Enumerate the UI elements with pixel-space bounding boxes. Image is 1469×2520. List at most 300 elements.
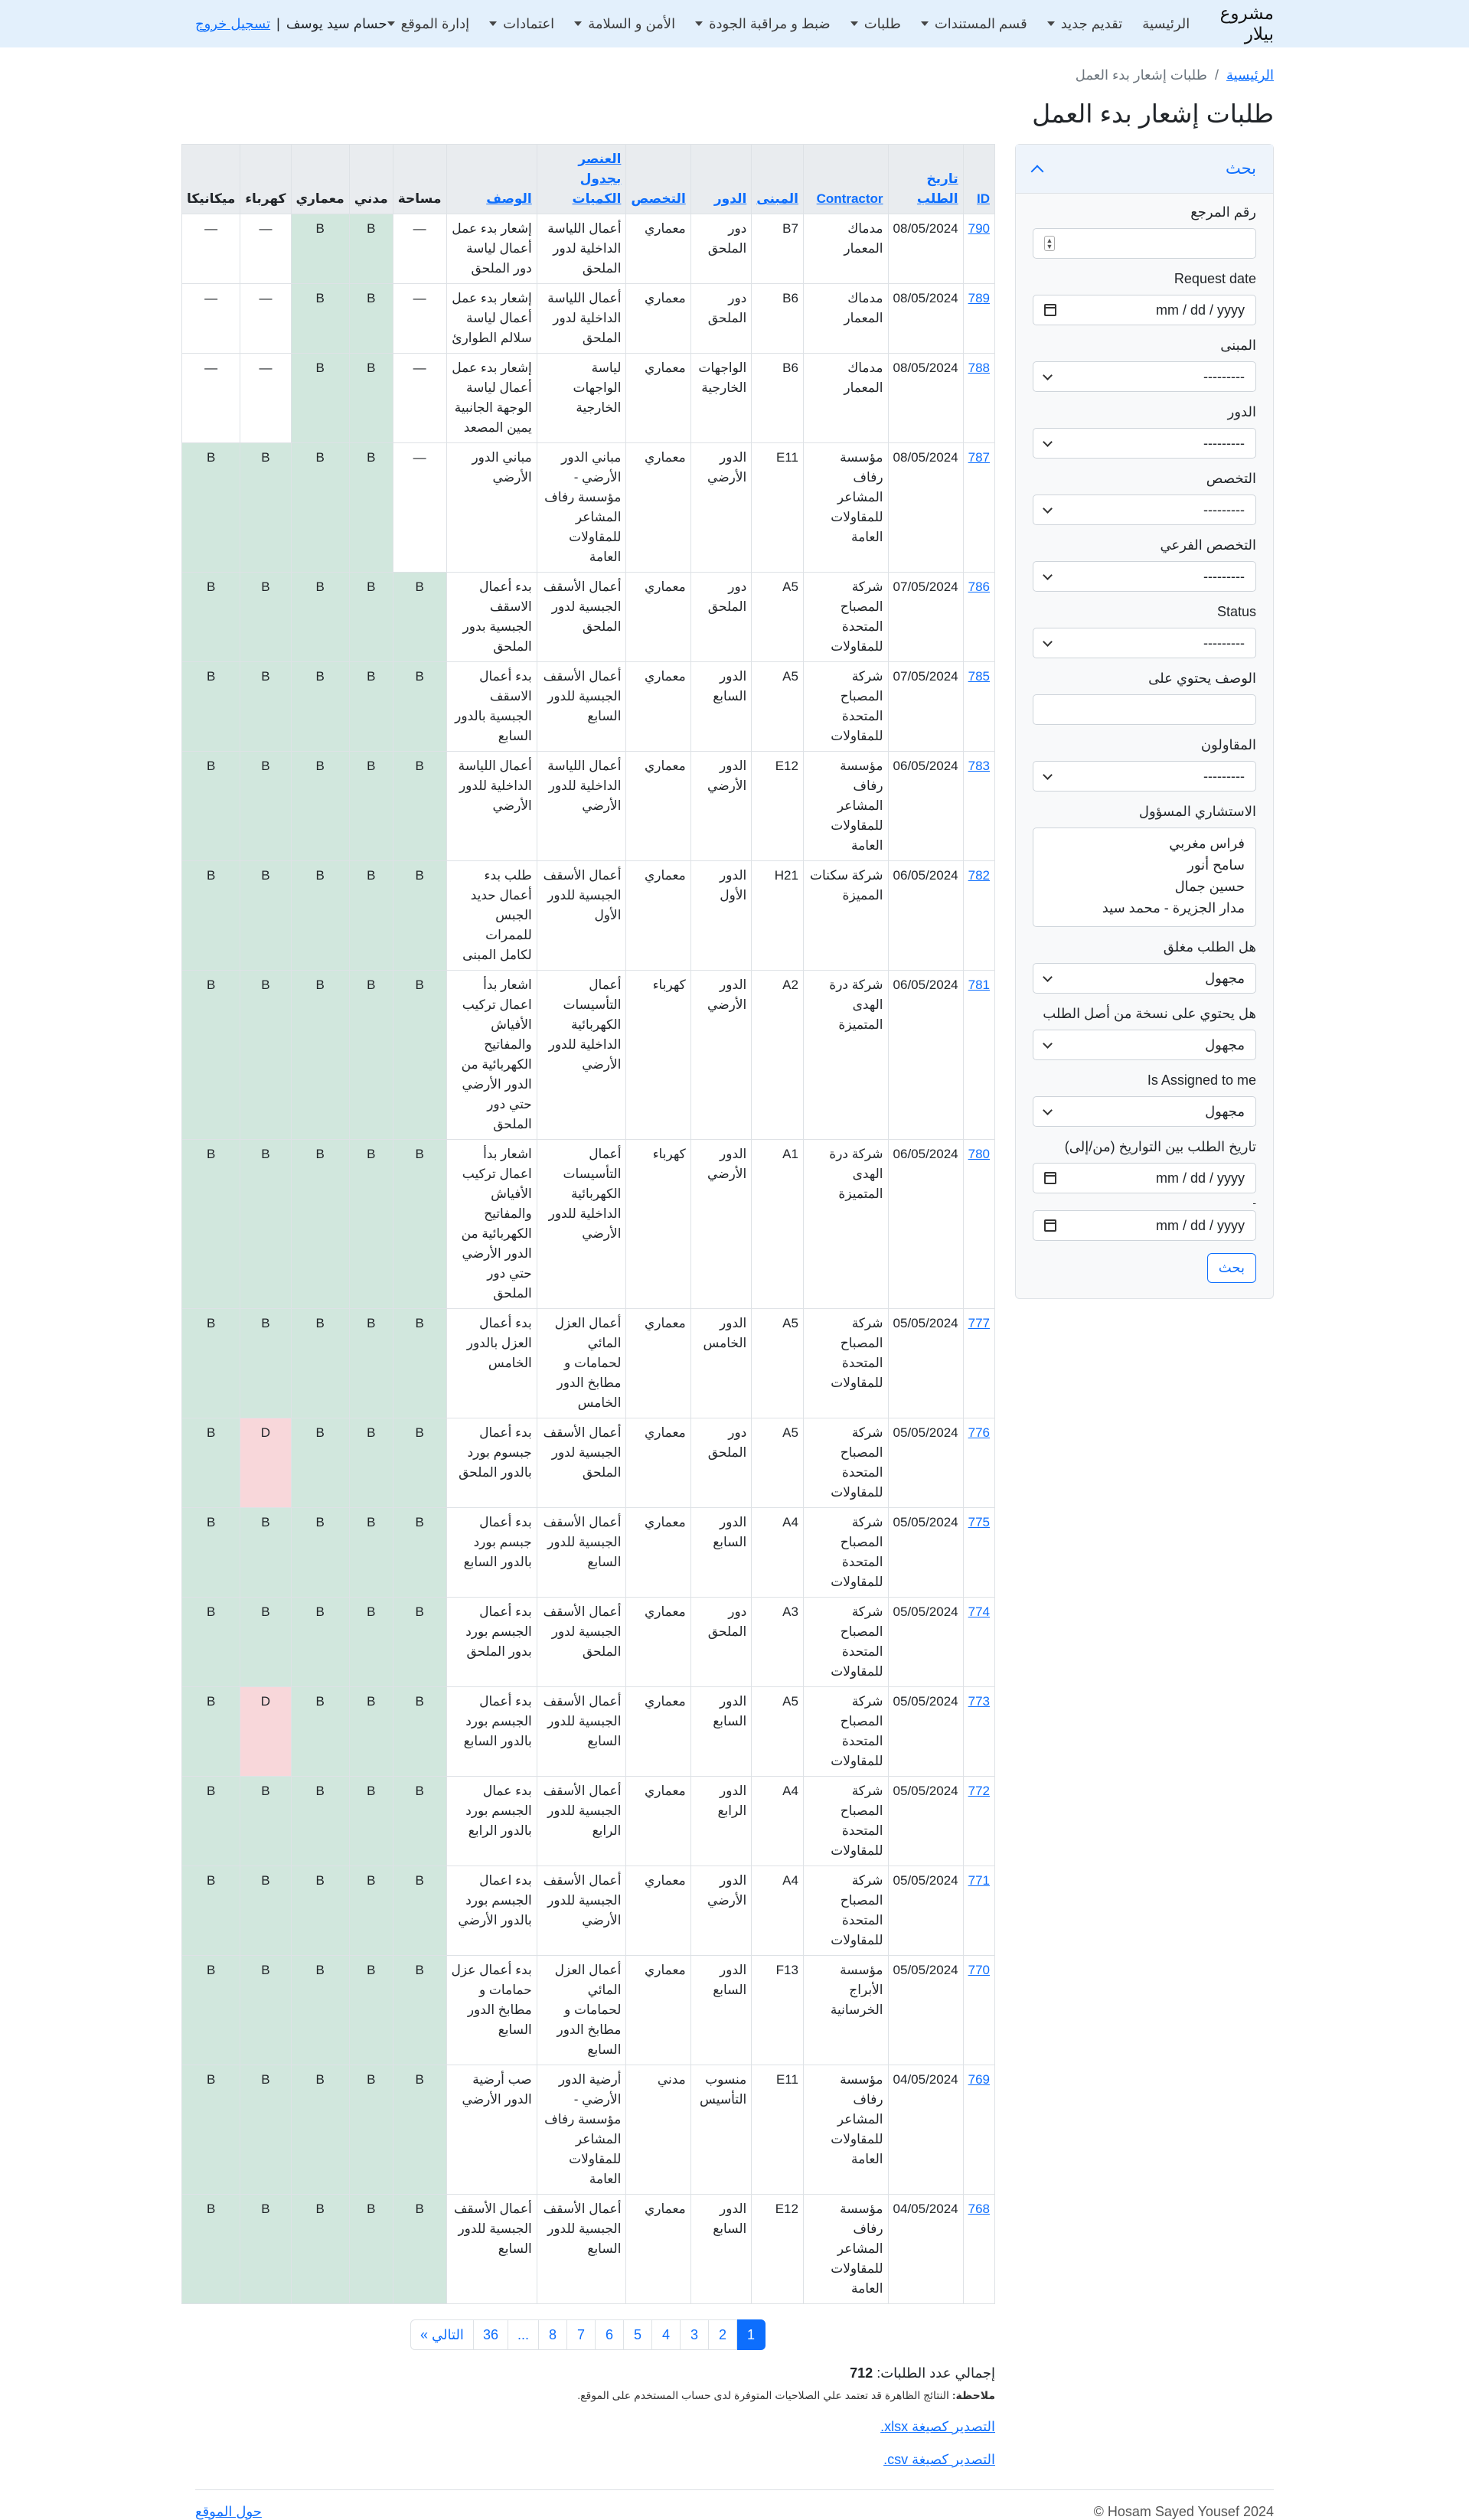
nav-item[interactable]: تقديم جديد — [1047, 16, 1123, 32]
cell-desc: طلب بدء أعمال حديد الجبس للممرات لكامل المبنى — [446, 861, 537, 971]
cell-date: 05/05/2024 — [888, 1508, 963, 1598]
status-survey: B — [393, 573, 446, 662]
specialty-select[interactable]: --------- — [1033, 495, 1256, 525]
request-id-link[interactable]: 774 — [968, 1604, 990, 1619]
cell-desc: بدء أعمال الاسقف الجبسية بدور الملحق — [446, 573, 537, 662]
sort-boq-link[interactable]: العنصر بجدول الكميات — [572, 152, 622, 206]
breadcrumb-home[interactable]: الرئيسية — [1226, 67, 1274, 83]
desc-contains-input[interactable] — [1033, 694, 1256, 725]
consultant-option[interactable]: مدار الجزيرة - محمد سيد — [1102, 900, 1245, 916]
table-row[interactable] — [182, 971, 995, 1140]
cell-building: A5 — [752, 1418, 804, 1508]
status-civil: B — [349, 861, 393, 971]
cell-building: E11 — [752, 2065, 804, 2195]
cell-desc: بدء أعمال الجبسم بورد بدور الملحق — [446, 1598, 537, 1687]
cell-boq: أعمال الأسقف الجبسية لدور الملحق — [537, 1418, 626, 1508]
consultant-option[interactable]: سامح أنور — [1187, 857, 1245, 873]
cell-specialty: معماري — [626, 443, 690, 573]
page-link[interactable]: 6 — [595, 2319, 624, 2350]
cell-contractor: مؤسسة رفاف المشاعر للمقاولات العامة — [803, 2195, 888, 2304]
status-elec: B — [240, 1956, 291, 2065]
cell-contractor: شركة المصباح المتحدة للمقاولات — [803, 1418, 888, 1508]
search-button[interactable]: بحث — [1207, 1253, 1256, 1283]
cell-floor: الدور الرابع — [690, 1777, 752, 1866]
table-row[interactable] — [182, 752, 995, 861]
status-civil: B — [349, 1687, 393, 1777]
calendar-icon[interactable] — [1044, 1219, 1056, 1232]
request-id-link[interactable]: 787 — [968, 450, 990, 465]
date-from-input[interactable]: mm / dd / yyyy — [1033, 1163, 1256, 1193]
cell-specialty: مدني — [626, 2065, 690, 2195]
nav-item[interactable]: قسم المستندات — [921, 16, 1027, 32]
status-mech: B — [182, 971, 240, 1140]
cell-boq: أعمال العزل المائي لحمامات و مطابخ الدور السابع — [537, 1956, 626, 2065]
cell-contractor: شركة المصباح المتحدة للمقاولات — [803, 573, 888, 662]
floor-select[interactable]: --------- — [1033, 428, 1256, 459]
cell-specialty: معماري — [626, 1866, 690, 1956]
cell-date: 05/05/2024 — [888, 1687, 963, 1777]
page-link[interactable]: 7 — [566, 2319, 596, 2350]
chevron-down-icon — [1043, 504, 1053, 514]
cell-desc: بدء عمال الجبسم بورد بالدور الرابع — [446, 1777, 537, 1866]
page-link[interactable]: 5 — [623, 2319, 652, 2350]
status-survey: B — [393, 1866, 446, 1956]
request-id-link[interactable]: 773 — [968, 1694, 990, 1709]
cell-desc: إشعار بدء عمل أعمال لياسة دور الملحق — [446, 214, 537, 284]
cell-boq: أعمال الأسقف الجبسية لدور الملحق — [537, 1598, 626, 1687]
cell-building: A5 — [752, 1687, 804, 1777]
cell-floor: منسوب التأسيس — [690, 2065, 752, 2195]
chevron-down-icon — [1043, 770, 1053, 780]
status-elec: B — [240, 1777, 291, 1866]
col-survey: مساحة — [393, 145, 446, 214]
cell-building: B6 — [752, 284, 804, 354]
table-row[interactable] — [182, 861, 995, 971]
export-csv-link[interactable]: التصدير كصيغة csv. — [883, 2452, 995, 2467]
cell-contractor: شركة المصباح المتحدة للمقاولات — [803, 1777, 888, 1866]
export-xlsx-link[interactable]: التصدير كصيغة xlsx. — [880, 2419, 995, 2434]
status-elec: B — [240, 662, 291, 752]
cell-desc: إشعار بدء عمل أعمال لياسة الوجهة الجانبية يمين المصعد — [446, 354, 537, 443]
page-link[interactable]: 4 — [651, 2319, 681, 2350]
status-arch: B — [291, 284, 349, 354]
collapse-chevron-icon[interactable] — [1031, 165, 1044, 178]
status-survey: B — [393, 1777, 446, 1866]
table-row[interactable] — [182, 1508, 995, 1598]
cell-contractor: شركة المصباح المتحدة للمقاولات — [803, 1508, 888, 1598]
cell-contractor: مؤسسة رفاف المشاعر للمقاولات العامة — [803, 443, 888, 573]
request-id-link[interactable]: 770 — [968, 1963, 990, 1977]
page-link[interactable]: 8 — [538, 2319, 567, 2350]
request-date-input[interactable]: mm / dd / yyyy — [1033, 295, 1256, 325]
status-survey: — — [393, 214, 446, 284]
request-id-link[interactable]: 772 — [968, 1784, 990, 1798]
request-id-link[interactable]: 771 — [968, 1873, 990, 1888]
cell-boq: أعمال اللياسة الداخلية لدور الملحق — [537, 214, 626, 284]
cell-specialty: معماري — [626, 861, 690, 971]
status-arch: B — [291, 1140, 349, 1309]
page-link[interactable]: ... — [508, 2319, 539, 2350]
cell-specialty: معماري — [626, 662, 690, 752]
cell-specialty: معماري — [626, 2195, 690, 2304]
table-row[interactable] — [182, 1418, 995, 1508]
cell-building: E11 — [752, 443, 804, 573]
status-mech: B — [182, 1140, 240, 1309]
caret-down-icon — [850, 21, 858, 26]
cell-date: 05/05/2024 — [888, 1956, 963, 2065]
status-mech: B — [182, 1418, 240, 1508]
exports — [181, 2419, 995, 2468]
cell-date: 07/05/2024 — [888, 662, 963, 752]
cell-building: A4 — [752, 1866, 804, 1956]
status-mech: — — [182, 354, 240, 443]
status-survey: B — [393, 662, 446, 752]
status-elec: B — [240, 1508, 291, 1598]
status-elec: B — [240, 2065, 291, 2195]
status-arch: B — [291, 1309, 349, 1418]
status-survey: B — [393, 1687, 446, 1777]
status-civil: B — [349, 284, 393, 354]
status-survey: B — [393, 2195, 446, 2304]
building-label: المبنى — [1220, 338, 1256, 353]
page-link[interactable]: 36 — [473, 2319, 508, 2350]
cell-date: 06/05/2024 — [888, 1140, 963, 1309]
request-id-link[interactable]: 781 — [968, 978, 990, 992]
cell-id — [963, 861, 994, 971]
status-civil: B — [349, 662, 393, 752]
consultant-option[interactable]: فراس مغربي — [1169, 836, 1245, 851]
request-id-link[interactable]: 769 — [968, 2072, 990, 2087]
search-panel-title: بحث — [1225, 160, 1256, 178]
cell-floor: الدور الأرضي — [690, 752, 752, 861]
nav-item[interactable]: اعتمادات — [489, 16, 554, 32]
cell-desc: أعمال الأسقف الجبسية للدور السابع — [446, 2195, 537, 2304]
note-text: النتائج الظاهرة قد تعتمد علي الصلاحيات المتوفرة لدى حساب المستخدم على الموقع. — [577, 2389, 949, 2401]
request-id-link[interactable]: 790 — [968, 221, 990, 236]
request-id-link[interactable]: 786 — [968, 579, 990, 594]
status-survey: B — [393, 1418, 446, 1508]
status-mech: B — [182, 1687, 240, 1777]
table-row[interactable] — [182, 214, 995, 284]
brand-logo[interactable]: مشروع بيلار — [1219, 3, 1274, 44]
cell-contractor: شركة المصباح المتحدة للمقاولات — [803, 1309, 888, 1418]
search-panel-header[interactable] — [1016, 145, 1273, 194]
cell-date: 06/05/2024 — [888, 971, 963, 1140]
cell-id — [963, 1956, 994, 2065]
request-id-link[interactable]: 780 — [968, 1147, 990, 1161]
sort-date-link[interactable]: تاريخ الطلب — [916, 171, 958, 206]
date-to-input[interactable]: mm / dd / yyyy — [1033, 1210, 1256, 1241]
status-arch: B — [291, 214, 349, 284]
cell-contractor: شركة درة الهدى المتميزة — [803, 1140, 888, 1309]
status-survey: B — [393, 1956, 446, 2065]
table-row[interactable] — [182, 573, 995, 662]
cell-date: 08/05/2024 — [888, 284, 963, 354]
request-date-label: Request date — [1174, 271, 1256, 286]
status-mech: B — [182, 662, 240, 752]
caret-down-icon — [489, 21, 497, 26]
status-civil: B — [349, 1598, 393, 1687]
request-id-link[interactable]: 768 — [968, 2202, 990, 2216]
nav-item[interactable]: إدارة الموقع — [387, 16, 470, 32]
cell-boq: أعمال اللياسة الداخلية لدور الملحق — [537, 284, 626, 354]
cell-specialty: معماري — [626, 284, 690, 354]
sort-specialty-link[interactable]: التخصص — [631, 191, 686, 206]
table-row[interactable] — [182, 1309, 995, 1418]
sort-contractor-link[interactable]: Contractor — [816, 191, 883, 206]
cell-id — [963, 752, 994, 861]
status-elec: B — [240, 573, 291, 662]
status-civil: B — [349, 1508, 393, 1598]
request-id-link[interactable]: 789 — [968, 291, 990, 305]
cell-building: E12 — [752, 752, 804, 861]
sort-id-link[interactable]: ID — [977, 191, 990, 206]
table-body — [182, 214, 995, 2304]
number-spinner-icon[interactable]: ▲ ▼ — [1044, 236, 1055, 251]
table-row[interactable] — [182, 2195, 995, 2304]
status-civil: B — [349, 1309, 393, 1418]
status-mech: B — [182, 1956, 240, 2065]
page-link[interactable]: 1 — [736, 2319, 766, 2350]
cell-id — [963, 284, 994, 354]
closed-select[interactable]: مجهول — [1033, 963, 1256, 994]
status-survey: B — [393, 752, 446, 861]
chevron-down-icon — [1043, 1039, 1053, 1049]
nav-item[interactable]: الرئيسية — [1142, 15, 1190, 31]
cell-desc: مباني الدور الأرضي — [446, 443, 537, 573]
request-id-link[interactable]: 777 — [968, 1316, 990, 1330]
cell-specialty: معماري — [626, 1687, 690, 1777]
table-row[interactable] — [182, 1777, 995, 1866]
cell-building: A3 — [752, 1598, 804, 1687]
calendar-icon[interactable] — [1044, 304, 1056, 316]
status-civil: B — [349, 752, 393, 861]
status-elec: B — [240, 2195, 291, 2304]
building-select[interactable]: --------- — [1033, 361, 1256, 392]
status-arch: B — [291, 573, 349, 662]
has-copy-label: هل يحتوي على نسخة من أصل الطلب — [1043, 1006, 1256, 1021]
table-row[interactable] — [182, 2065, 995, 2195]
cell-specialty: معماري — [626, 354, 690, 443]
footer-copyright: Hosam Sayed Yousef 2024 © — [1093, 2504, 1274, 2519]
table-row[interactable] — [182, 354, 995, 443]
cell-date: 06/05/2024 — [888, 861, 963, 971]
cell-date: 08/05/2024 — [888, 214, 963, 284]
ref-no-input[interactable] — [1033, 228, 1256, 259]
cell-date: 04/05/2024 — [888, 2195, 963, 2304]
request-id-link[interactable]: 775 — [968, 1515, 990, 1529]
cell-contractor: مدماك المعمار — [803, 214, 888, 284]
cell-boq: لياسة الواجهات الخارجية — [537, 354, 626, 443]
cell-date: 05/05/2024 — [888, 1598, 963, 1687]
cell-id — [963, 971, 994, 1140]
status-elec: B — [240, 752, 291, 861]
cell-floor: دور الملحق — [690, 284, 752, 354]
request-id-link[interactable]: 788 — [968, 361, 990, 375]
cell-desc: بدء أعمال جبسم بورد بالدور السابع — [446, 1508, 537, 1598]
logout-link[interactable]: تسجيل خروج — [195, 15, 271, 31]
cell-boq: أعمال الأسقف الجبسية لدور الملحق — [537, 573, 626, 662]
page-link[interactable]: 2 — [708, 2319, 737, 2350]
chevron-down-icon — [1043, 370, 1053, 380]
chevron-down-icon — [1043, 972, 1053, 982]
status-mech: B — [182, 573, 240, 662]
cell-specialty: معماري — [626, 573, 690, 662]
consultant-option[interactable]: حسين جمال — [1174, 879, 1245, 894]
cell-boq: أعمال التأسيسات الكهربائية الداخلية للدور الأرضي — [537, 1140, 626, 1309]
status-survey: B — [393, 1598, 446, 1687]
table-row[interactable] — [182, 1866, 995, 1956]
status-arch: B — [291, 354, 349, 443]
table-row[interactable] — [182, 1598, 995, 1687]
table-row[interactable] — [182, 1140, 995, 1309]
table-header-row — [182, 145, 995, 214]
status-survey: — — [393, 443, 446, 573]
table-row[interactable] — [182, 662, 995, 752]
breadcrumb — [195, 67, 1274, 83]
status-arch: B — [291, 1777, 349, 1866]
status-select[interactable]: --------- — [1033, 628, 1256, 658]
status-arch: B — [291, 1866, 349, 1956]
caret-down-icon — [921, 21, 929, 26]
status-survey: — — [393, 354, 446, 443]
cell-contractor: مؤسسة رفاف المشاعر للمقاولات العامة — [803, 2065, 888, 2195]
totals — [181, 2365, 995, 2381]
cell-specialty: معماري — [626, 752, 690, 861]
cell-desc: صب أرضية الدور الأرضي — [446, 2065, 537, 2195]
status-arch: B — [291, 971, 349, 1140]
cell-floor: الدور الأرضي — [690, 443, 752, 573]
status-civil: B — [349, 2065, 393, 2195]
cell-boq: أعمال الأسقف الجبسية للدور الأرضي — [537, 1866, 626, 1956]
status-survey: B — [393, 2065, 446, 2195]
table-row[interactable] — [182, 443, 995, 573]
caret-down-icon — [574, 21, 582, 26]
cell-building: E12 — [752, 2195, 804, 2304]
assigned-select[interactable]: مجهول — [1033, 1096, 1256, 1127]
request-id-link[interactable]: 782 — [968, 868, 990, 883]
cell-floor: الدور السابع — [690, 1956, 752, 2065]
cell-specialty: معماري — [626, 1777, 690, 1866]
status-mech: — — [182, 214, 240, 284]
cell-specialty: معماري — [626, 214, 690, 284]
status-arch: B — [291, 2195, 349, 2304]
nav-item[interactable]: ضبط و مراقبة الجودة — [695, 16, 831, 32]
requests-table — [181, 144, 995, 2304]
cell-desc: بدء أعمال عزل حمامات و مطابخ الدور السابع — [446, 1956, 537, 2065]
cell-id — [963, 1866, 994, 1956]
cell-desc: بدء أعمال الجبسم بورد بالدور السابع — [446, 1687, 537, 1777]
status-mech: B — [182, 1777, 240, 1866]
cell-contractor: شركة المصباح المتحدة للمقاولات — [803, 662, 888, 752]
has-copy-select[interactable]: مجهول — [1033, 1030, 1256, 1060]
chevron-down-icon — [1043, 437, 1053, 447]
cell-id — [963, 354, 994, 443]
sort-building-link[interactable]: المبنى — [756, 191, 798, 206]
cell-contractor: شركة درة الهدى المتميزة — [803, 971, 888, 1140]
cell-id — [963, 1687, 994, 1777]
cell-desc: أعمال اللياسة الداخلية للدور الأرضي — [446, 752, 537, 861]
cell-specialty: معماري — [626, 1418, 690, 1508]
status-survey: B — [393, 1140, 446, 1309]
sub-specialty-select[interactable]: --------- — [1033, 561, 1256, 592]
status-survey: B — [393, 971, 446, 1140]
pagination — [181, 2319, 995, 2350]
sort-desc-link[interactable]: الوصف — [486, 191, 532, 206]
cell-id — [963, 443, 994, 573]
table-row[interactable] — [182, 1687, 995, 1777]
status-survey: B — [393, 1309, 446, 1418]
status-mech: B — [182, 1866, 240, 1956]
chevron-down-icon — [1043, 637, 1053, 647]
status-civil: B — [349, 971, 393, 1140]
cell-building: H21 — [752, 861, 804, 971]
request-id-link[interactable]: 785 — [968, 669, 990, 684]
calendar-icon[interactable] — [1044, 1172, 1056, 1184]
consultant-multiselect[interactable] — [1033, 827, 1256, 927]
cell-date: 07/05/2024 — [888, 573, 963, 662]
cell-specialty: معماري — [626, 1508, 690, 1598]
cell-building: A5 — [752, 573, 804, 662]
cell-boq: أعمال العزل المائي لحمامات و مطابخ الدور الخامس — [537, 1309, 626, 1418]
cell-floor: الدور الخامس — [690, 1309, 752, 1418]
status-civil: B — [349, 1140, 393, 1309]
search-form — [1016, 194, 1273, 1298]
status-elec: B — [240, 443, 291, 573]
cell-building: A1 — [752, 1140, 804, 1309]
cell-building: B7 — [752, 214, 804, 284]
cell-boq: أعمال الأسقف الجبسية للدور الأول — [537, 861, 626, 971]
cell-floor: الواجهات الخارجية — [690, 354, 752, 443]
cell-contractor: مدماك المعمار — [803, 284, 888, 354]
specialty-label: التخصص — [1206, 471, 1256, 486]
status-arch: B — [291, 1598, 349, 1687]
cell-desc: بدء أعمال العزل بالدور الخامس — [446, 1309, 537, 1418]
sort-floor-link[interactable]: الدور — [713, 191, 747, 206]
cell-contractor: مدماك المعمار — [803, 354, 888, 443]
cell-desc: اشعار بدأ اعمال تركيب الأفياش والمفاتيح الكهربائية من الدور الأرضي حتي دور الملحق — [446, 971, 537, 1140]
caret-down-icon — [1047, 21, 1055, 26]
cell-desc: اشعار بدأ اعمال تركيب الأفياش والمفاتيح الكهربائية من الدور الأرضي حتي دور الملحق — [446, 1140, 537, 1309]
table-row[interactable] — [182, 284, 995, 354]
cell-date: 08/05/2024 — [888, 443, 963, 573]
contractors-select[interactable]: --------- — [1033, 761, 1256, 792]
status-elec: B — [240, 1140, 291, 1309]
request-id-link[interactable]: 783 — [968, 759, 990, 773]
floor-label: الدور — [1227, 404, 1256, 419]
status-elec: B — [240, 861, 291, 971]
cell-date: 06/05/2024 — [888, 752, 963, 861]
status-arch: B — [291, 443, 349, 573]
status-mech: B — [182, 443, 240, 573]
status-elec: B — [240, 1309, 291, 1418]
nav-item[interactable]: طلبات — [850, 16, 901, 32]
table-row[interactable] — [182, 1956, 995, 2065]
date-range-label: تاريخ الطلب بين التواريخ (من/إلى) — [1064, 1139, 1256, 1154]
cell-floor: الدور السابع — [690, 1687, 752, 1777]
sub-specialty-label: التخصص الفرعي — [1160, 537, 1256, 553]
request-id-link[interactable]: 776 — [968, 1425, 990, 1440]
cell-floor: الدور السابع — [690, 2195, 752, 2304]
next-page-link[interactable]: التالي » — [410, 2319, 474, 2350]
page-link[interactable]: 3 — [680, 2319, 709, 2350]
cell-boq: أعمال الأسقف الجبسية للدور السابع — [537, 662, 626, 752]
user-area — [195, 16, 387, 32]
nav-item[interactable]: الأمن و السلامة — [574, 16, 675, 32]
status-survey: B — [393, 861, 446, 971]
status-label: Status — [1216, 604, 1256, 619]
footer-about-link[interactable]: حول الموقع — [195, 2504, 262, 2519]
